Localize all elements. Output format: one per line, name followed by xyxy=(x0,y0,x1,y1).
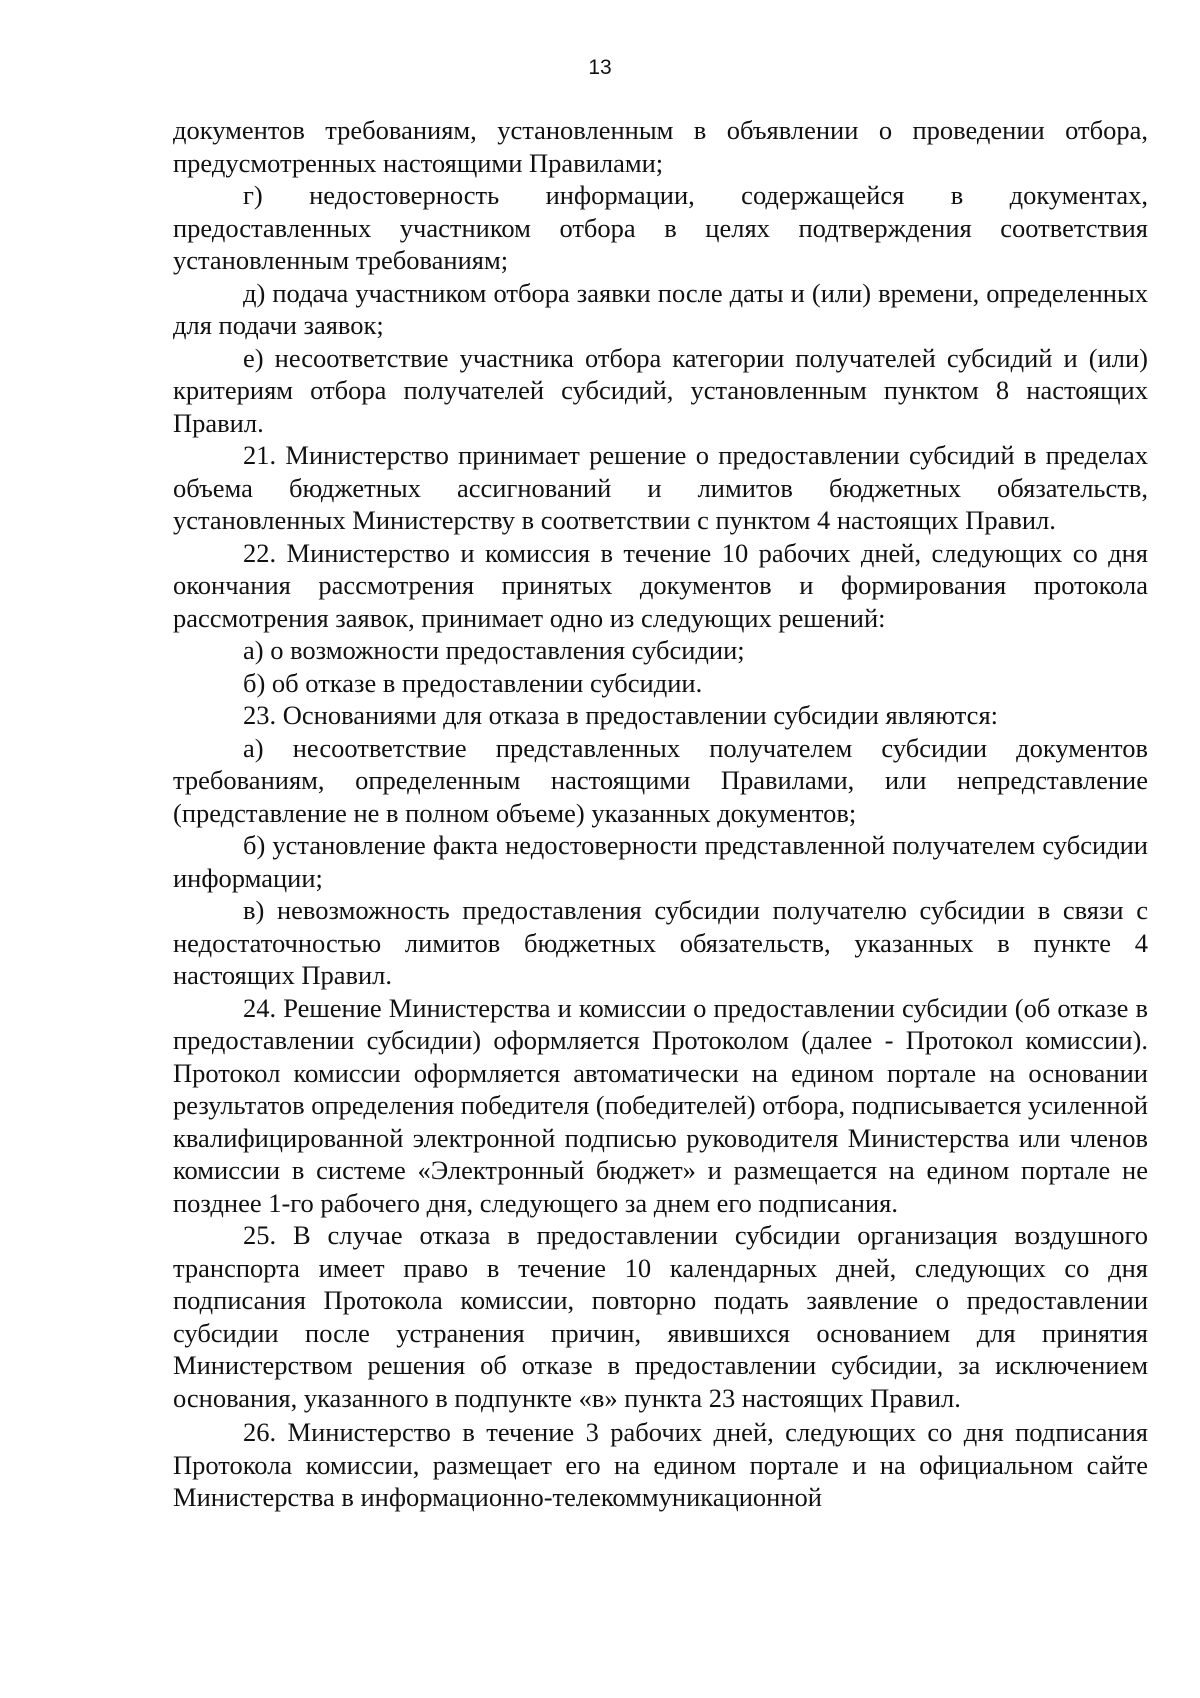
paragraph-21: 21. Министерство принимает решение о предоставлении субсидий в пределах объема бюджетных ассигнований и лимитов бюджетных обязательств, установленных Министерству в соответствии с пунктом 4 настоящих Правил. xyxy=(173,440,1148,535)
page-number: 13 xyxy=(588,56,612,79)
paragraph-23-item-a: а) несоответствие представленных получателем субсидии документов требованиям, определенным настоящими Правилами, или непредставление (представление не в полном объеме) указанных документов; xyxy=(173,732,1148,828)
paragraph-item-g: г) недостоверность информации, содержащейся в документах, предоставленных участником отбора в целях подтверждения соответствия установленным требованиям; xyxy=(173,180,1148,275)
paragraph-26: 26. Министерство в течение 3 рабочих дней, следующих со дня подписания Протокола комиссии, размещает его на едином портале и на официальном сайте Министерства в информационно-телекоммуникационной xyxy=(173,1417,1148,1512)
paragraph-23-item-b: б) установление факта недостоверности представленной получателем субсидии информации; xyxy=(173,830,1148,893)
paragraph-23-item-v: в) невозможность предоставления субсидии получателю субсидии в связи с недостаточностью лимитов бюджетных обязательств, указанных в пункте 4 настоящих Правил. xyxy=(173,895,1148,990)
paragraph-22-item-a: а) о возможности предоставления субсидии; xyxy=(243,635,745,665)
paragraph-24: 24. Решение Министерства и комиссии о предоставлении субсидии (об отказе в предоставлении субсидии) оформляется Протоколом (далее - Протокол комиссии). Протокол комиссии оформляется автоматически на едином портале на основании результатов определения победителя (победителей) отбора, подписывается усиленной квалифицированной электронной подписью руководителя Министерства или членов комиссии в системе «Электронный бюджет» и размещается на едином портале не позднее 1-го рабочего дня, следующего за днем его подписания. xyxy=(173,992,1148,1218)
document-body xyxy=(173,114,1148,1514)
paragraph-item-e: е) несоответствие участника отбора категории получателей субсидий и (или) критериям отбора получателей субсидий, установленным пунктом 8 настоящих Правил. xyxy=(173,342,1148,438)
paragraph-item-d: д) подача участником отбора заявки после даты и (или) времени, определенных для подачи заявок; xyxy=(173,277,1148,340)
paragraph-continuation: документов требованиям, установленным в объявлении о проведении отбора, предусмотренных настоящими Правилами; xyxy=(173,115,1148,178)
paragraph-25: 25. В случае отказа в предоставлении субсидии организация воздушного транспорта имеет право в течение 10 календарных дней, следующих со дня подписания Протокола комиссии, повторно подать заявление о предоставлении субсидии после устранения причин, явившихся основанием для принятия Министерством решения об отказе в предоставлении субсидии, за исключением основания, указанного в подпункте «в» пункта 23 настоящих Правил. xyxy=(173,1220,1148,1413)
paragraph-23: 23. Основаниями для отказа в предоставлении субсидии являются: xyxy=(243,700,998,730)
paragraph-22-item-b: б) об отказе в предоставлении субсидии. xyxy=(243,667,703,698)
paragraph-22: 22. Министерство и комиссия в течение 10 рабочих дней, следующих со дня окончания рассмотрения принятых документов и формирования протокола рассмотрения заявок, принимает одно из следующих решений: xyxy=(173,537,1148,633)
